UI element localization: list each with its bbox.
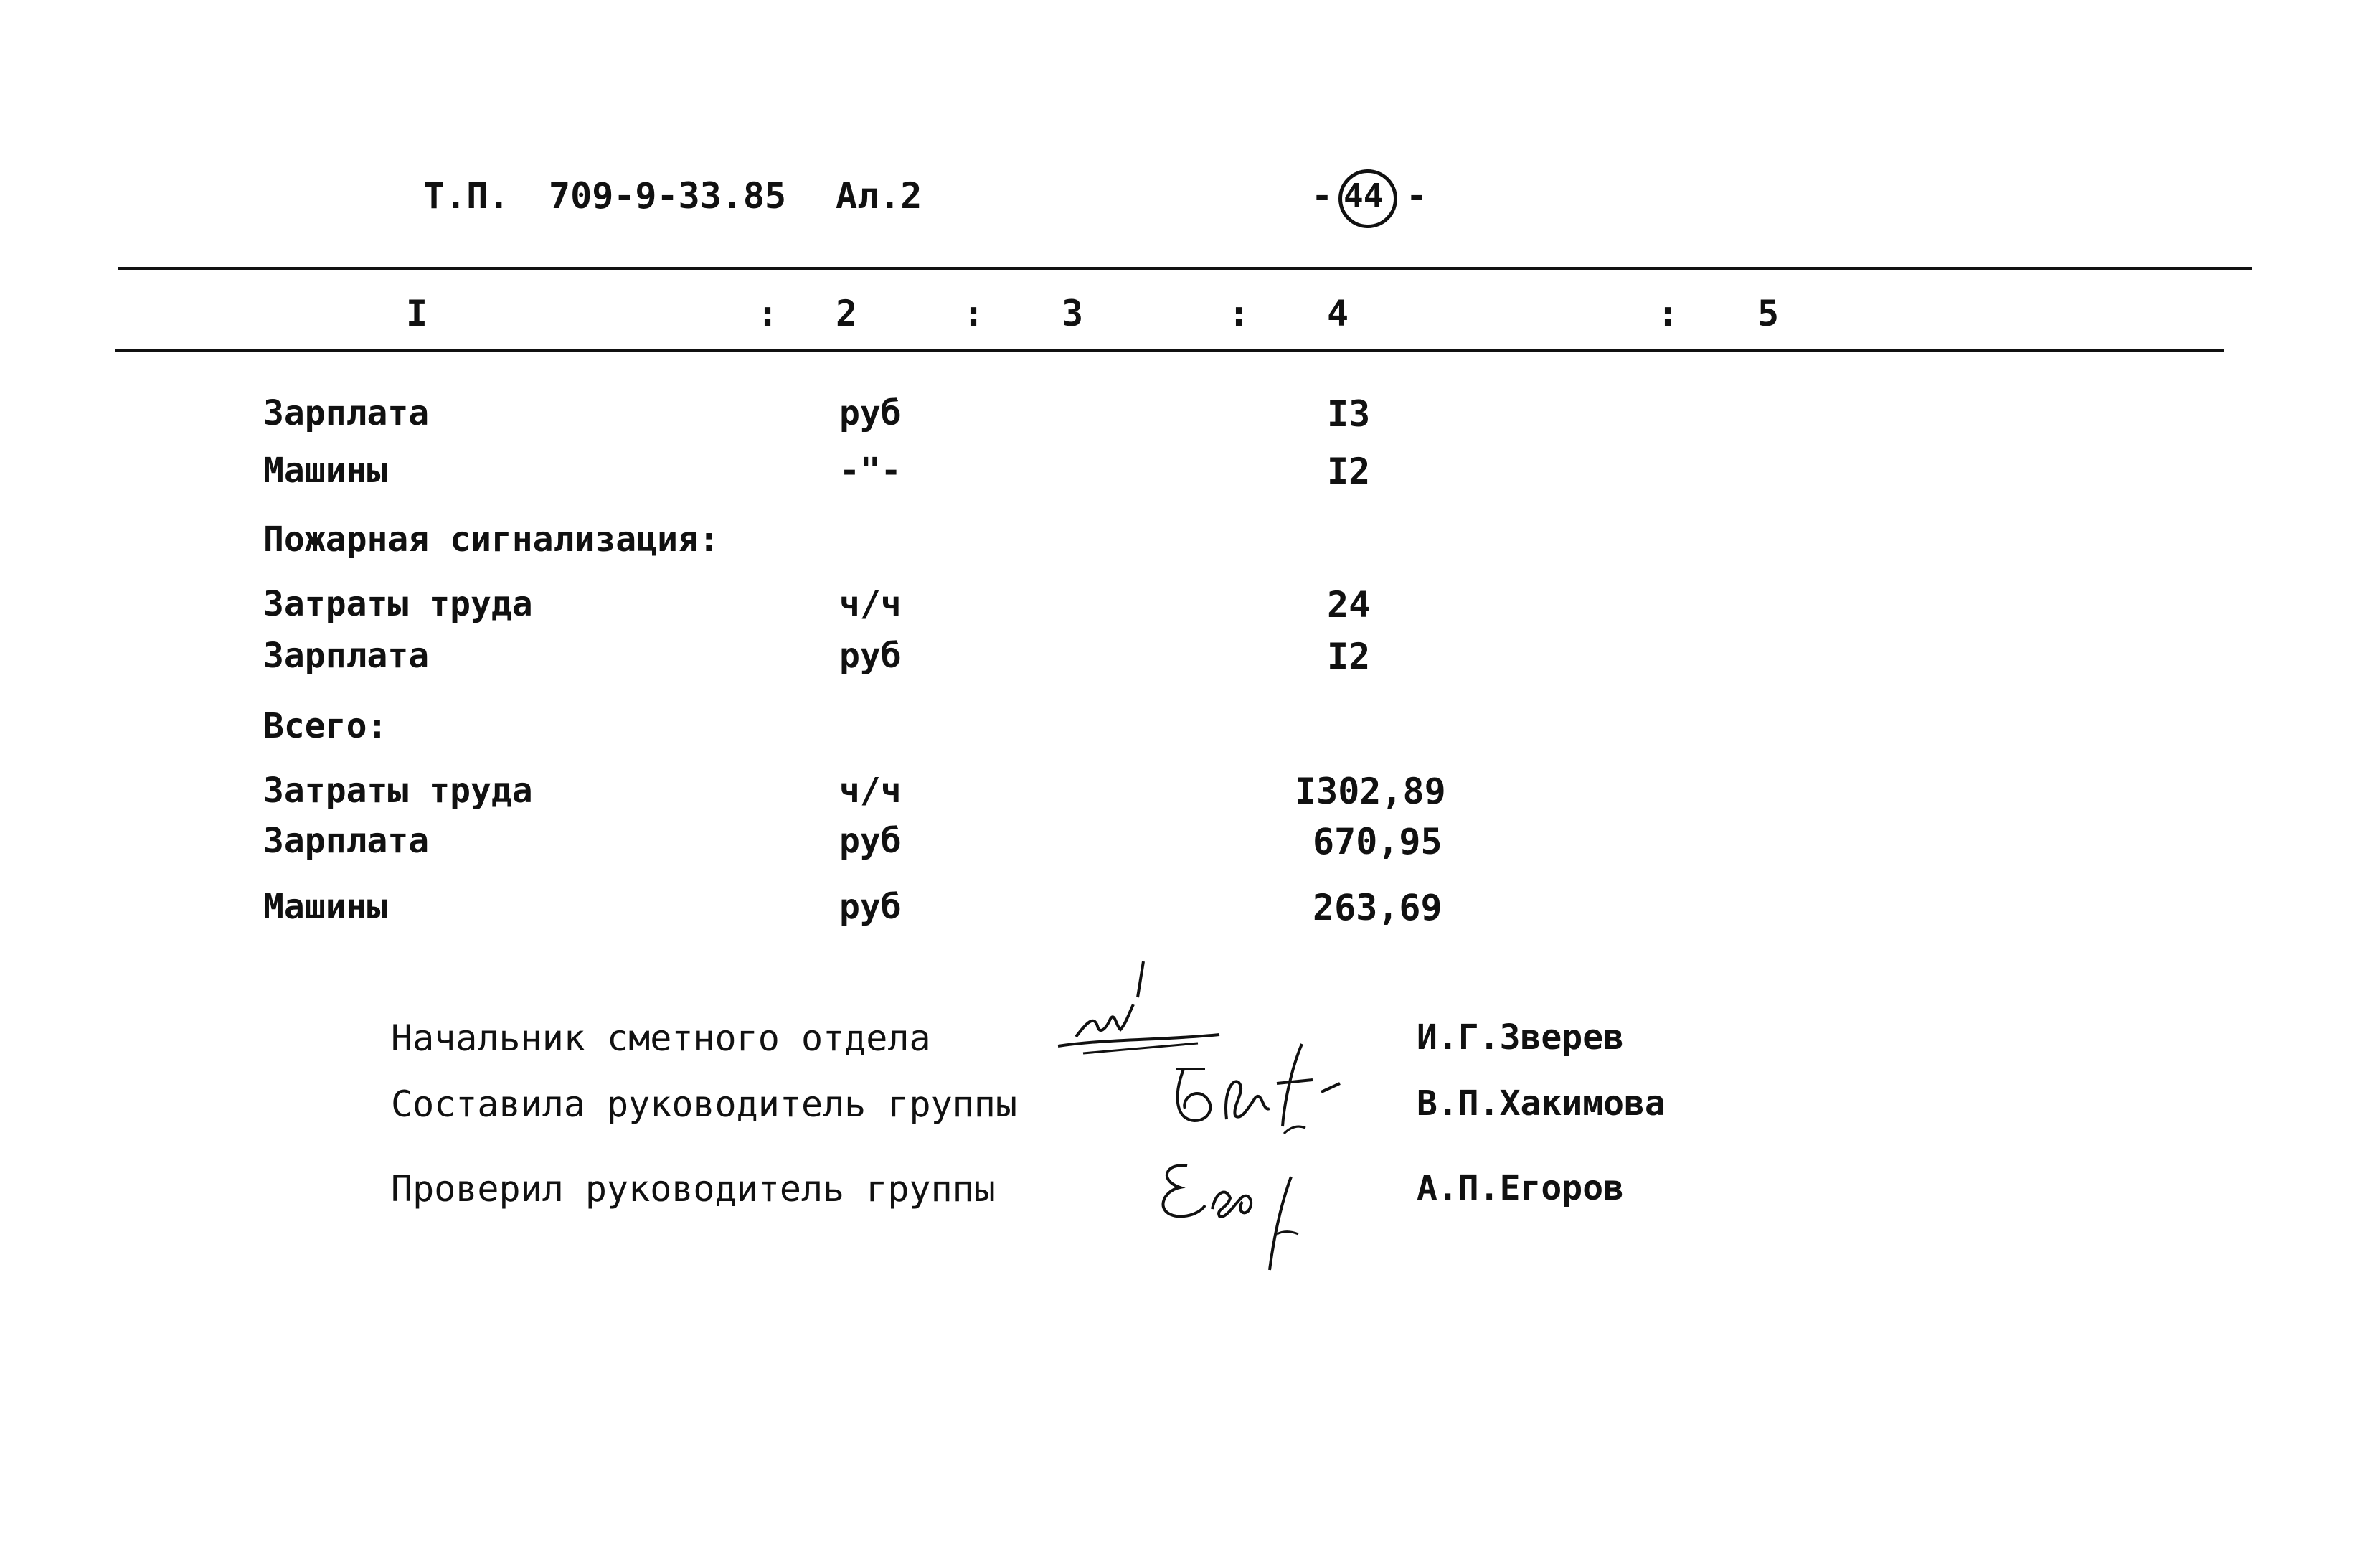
row-value: 670,95 xyxy=(1313,821,1442,862)
signature-role: Составила руководитель группы xyxy=(391,1083,1017,1125)
row-name: Машины xyxy=(263,451,388,491)
signature-name: И.Г.Зверев xyxy=(1417,1017,1624,1058)
handwritten-signature-3 xyxy=(1148,1148,1313,1277)
column-header-1: I xyxy=(406,293,428,334)
row-unit: руб xyxy=(839,636,902,676)
row-value: I2 xyxy=(1327,451,1371,492)
page-number: 44 xyxy=(1344,177,1384,215)
row-value: I2 xyxy=(1327,636,1371,677)
row-name: Затраты труда xyxy=(263,771,533,811)
column-header-4: 4 xyxy=(1327,293,1349,334)
row-name: Зарплата xyxy=(263,821,430,861)
row-value: 24 xyxy=(1327,584,1371,626)
signature-name: А.П.Егоров xyxy=(1417,1168,1624,1208)
row-unit: руб xyxy=(839,393,902,433)
signature-name: В.П.Хакимова xyxy=(1417,1083,1666,1124)
row-unit: руб xyxy=(839,887,902,927)
page-dash-left: - xyxy=(1311,175,1333,217)
section-title: Пожарная сигнализация: xyxy=(263,519,719,560)
row-name: Зарплата xyxy=(263,393,430,433)
page-dash-right: - xyxy=(1406,175,1428,217)
row-name: Машины xyxy=(263,887,388,927)
signature-role: Начальник сметного отдела xyxy=(391,1017,931,1059)
column-header-2: 2 xyxy=(836,293,858,334)
row-value: I302,89 xyxy=(1295,771,1446,812)
signature-role: Проверил руководитель группы xyxy=(391,1168,996,1210)
column-separator: : xyxy=(1657,293,1679,334)
column-separator: : xyxy=(963,293,985,334)
column-separator: : xyxy=(757,293,779,334)
row-name: Зарплата xyxy=(263,636,430,676)
column-header-3: 3 xyxy=(1062,293,1084,334)
row-unit: -"- xyxy=(839,451,902,491)
column-separator: : xyxy=(1228,293,1250,334)
row-unit: ч/ч xyxy=(839,771,902,811)
top-rule xyxy=(118,267,2252,270)
row-unit: руб xyxy=(839,821,902,861)
row-unit: ч/ч xyxy=(839,584,902,624)
row-name: Затраты труда xyxy=(263,584,533,624)
row-value: 263,69 xyxy=(1313,887,1442,928)
album-label: Ал.2 xyxy=(836,175,922,217)
section-title: Всего: xyxy=(263,706,388,746)
column-header-5: 5 xyxy=(1757,293,1780,334)
handwritten-signature-2 xyxy=(1155,1040,1363,1162)
header-bottom-rule xyxy=(115,349,2224,352)
row-value: I3 xyxy=(1327,393,1371,435)
doc-code: Т.П. xyxy=(423,175,510,217)
doc-number: 709-9-33.85 xyxy=(549,175,787,217)
